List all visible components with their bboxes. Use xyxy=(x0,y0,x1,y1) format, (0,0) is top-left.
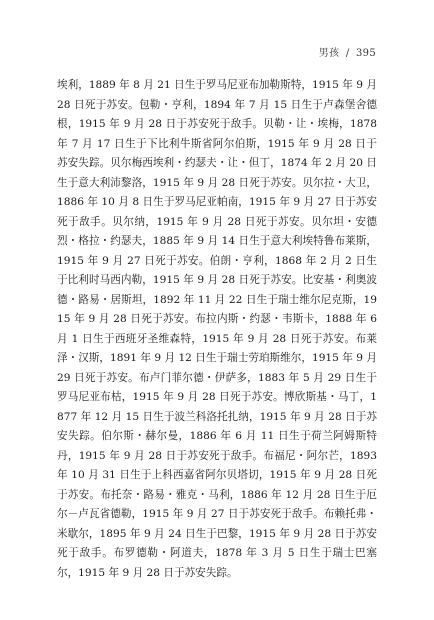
body-paragraph: 埃利，1889 年 8 月 21 日生于罗马尼亚布加勒斯特，1915 年 9 月 28 日死于苏安。包勒・亨利，1894 年 7 月 15 日生于卢森堡舍德根，1915 年 9 月 28 日于苏安死于敌手。贝勒・让・埃梅，1878 年 7 月 17 日生于下比利牛斯省阿尔伯斯，1915 年 9 月 28 日于苏安失踪。贝尔梅西埃利・约瑟夫・让・但丁，1874 年 2 月 20 日生于意大利沛黎洛，1915 年 9 月 28 日死于苏安。贝尔拉・大卫，1886 年 10 月 8 日生于罗马尼亚帕南，1915 年 9 月 27 日于苏安死于敌手。贝尔纳，1915 年 9 月 28 日死于苏安。贝尔坦・安德烈・格拉・约瑟夫，1885 年 9 月 14 日生于意大利埃特鲁布莱斯，1915 年 9 月 27 日死于苏安。伯朗・亨利，1868 年 2 月 2 日生于比利时马西内勒，1915 年 9 月 28 日死于苏安。比安基・利奥波德・路易・居斯坦，1892 年 11 月 22 日生于瑞士维尔尼克斯，1915 年 9 月 28 日死于苏安。布拉内斯・约瑟・韦斯卡，1888 年 6 月 1 日生于西班牙圣维森特，1915 年 9 月 28 日死于苏安。布莱泽・汉斯，1891 年 9 月 12 日生于瑞士劳珀斯维尔，1915 年 9 月 29 日死于苏安。布卢门菲尔德・伊萨多，1883 年 5 月 29 日生于罗马尼亚布枯，1915 年 9 月 28 日死于苏安。博欣斯基・马丁，1877 年 12 月 15 日生于波兰科洛托扎纳，1915 年 9 月 28 日于苏安失踪。伯尔斯・赫尔曼，1886 年 6 月 11 日生于荷兰阿姆斯特丹，1915 年 9 月 28 日于苏安死于敌手。布福尼・阿尔芒，1893 年 10 月 31 日生于上科西嘉省阿尔贝塔切，1915 年 9 月 28 日死于苏安。布托奈・路易・雅克・马利，1886 年 12 月 28 日生于厄尔－卢瓦省德勒，1915 年 9 月 27 日于苏安死于敌手。布赖托弗・米歇尔，1895 年 9 月 24 日生于巴黎，1915 年 9 月 28 日于苏安死于敌手。布罗德勒・阿道夫，1878 年 3 月 5 日生于瑞士巴塞尔，1915 年 9 月 28 日于苏安失踪。 xyxy=(57,79,377,579)
header-separator: / xyxy=(345,48,350,59)
page-number: 395 xyxy=(356,48,376,59)
running-header xyxy=(319,44,376,59)
section-title: 男孩 xyxy=(318,48,340,59)
